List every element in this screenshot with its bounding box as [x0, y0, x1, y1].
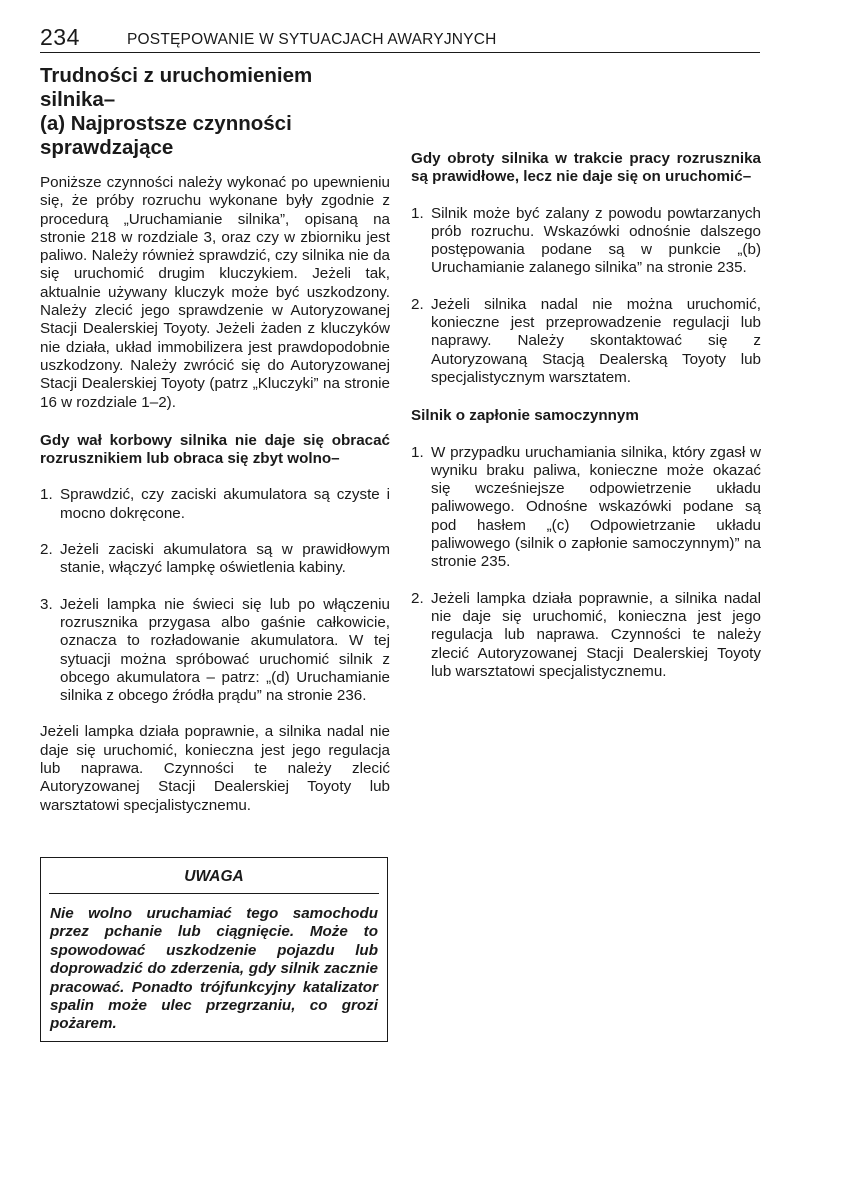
- list-item: [411, 590, 761, 681]
- item-number: 1.: [40, 486, 53, 504]
- list-item: [411, 296, 761, 387]
- section-title: POSTĘPOWANIE W SYTUACJACH AWARYJNYCH: [127, 31, 497, 48]
- left-column: [40, 64, 390, 815]
- intro-paragraph: Poniższe czynności należy wykonać po upewnieniu się, że próby rozruchu wykonane były zgodnie z procedurą „Uruchamianie silnika”, opisaną na stronie 218 w rozdziale 3, oraz czy w zbiorniku jest paliwo. Należy również sprawdzić, czy silnika nie da się uruchomić drugim kluczykiem. Jeżeli tak, aktualnie używany kluczyk może być uszkodzony. Należy zlecić jego sprawdzenie w Autoryzowanej Stacji Dealerskiej Toyoty. Jeżeli żaden z kluczyków nie działa, układ immobilizera jest prawdopodobnie uszkodzony. Należy zwrócić się do Autoryzowanej Stacji Dealerskiej Toyoty (patrz „Kluczyki” na stronie 16 w rozdziale 1–2).: [40, 174, 390, 411]
- title-line: Trudności z uruchomieniem silnika–: [40, 64, 313, 111]
- item-text: W przypadku uruchamiania silnika, który zgasł w wyniku braku paliwa, konieczne może okazać się wcześniejsze odpowietrzenie układu paliwowego. Odnośne wskazówki podane są pod hasłem „(c) Odpowietrzanie układu paliwowego (silnik o zapłonie samoczynnym)” na stronie 235.: [431, 443, 761, 571]
- item-number: 1.: [411, 204, 424, 222]
- page-header: [40, 26, 760, 53]
- subheading-diesel: Silnik o zapłonie samoczynnym: [411, 407, 639, 425]
- warning-text: Nie wolno uruchamiać tego samochodu przez pchanie lub ciągnięcie. Może to spowodować uszkodzenie pojazdu lub doprowadzić do zderzenia, gdy silnik zacznie pracować. Ponadto trójfunkcyjny katalizator spalin może ulec przegrzaniu, co grozi pożarem.: [50, 905, 378, 1033]
- diesel-list: [411, 444, 761, 682]
- list-item: [411, 444, 761, 572]
- item-number: 2.: [411, 295, 424, 313]
- item-text: Sprawdzić, czy zaciski akumulatora są czyste i mocno dokręcone.: [60, 486, 390, 522]
- item-number: 3.: [40, 595, 53, 613]
- warning-title: UWAGA: [49, 868, 379, 894]
- right-column: [411, 150, 761, 699]
- subheading-normal-cranking: Gdy obroty silnika w trakcie pracy rozrusznika są prawidłowe, lecz nie daje się on uruchomić–: [411, 150, 761, 186]
- item-number: 2.: [40, 541, 53, 559]
- page-number: 234: [40, 24, 80, 50]
- title-line: sprawdzające: [40, 136, 174, 159]
- item-text: Jeżeli lampka nie świeci się lub po włączeniu rozrusznika przygasa albo gaśnie całkowicie, oznacza to rozładowanie akumulatora. W tej sytuacji można spróbować uruchomić silnik z obcego akumulatora – patrz: „(d) Uruchamianie silnika z obcego źródła prądu” na stronie 236.: [60, 595, 390, 705]
- normal-cranking-list: [411, 205, 761, 388]
- item-text: Jeżeli silnika nadal nie można uruchomić, konieczne jest przeprowadzenie regulacji lub naprawy. Należy skontaktować się z Autoryzowaną Stacją Dealerską Toyoty lub specjalistycznym warsztatem.: [431, 295, 761, 386]
- item-text: Jeżeli zaciski akumulatora są w prawidłowym stanie, włączyć lampkę oświetlenia kabiny.: [60, 541, 390, 577]
- list-item: [40, 596, 390, 706]
- closing-paragraph: Jeżeli lampka działa poprawnie, a silnika nadal nie daje się uruchomić, konieczna jest jego regulacja lub naprawa. Czynności te należy zlecić Autoryzowanej Stacji Dealerskiej Toyoty lub warsztatowi specjalistycznemu.: [40, 723, 390, 814]
- item-text: Jeżeli lampka działa poprawnie, a silnika nadal nie daje się uruchomić, konieczna jest jego regulacja lub naprawa. Czynności te należy zlecić Autoryzowanej Stacji Dealerskiej Toyoty lub warsztatowi specjalistycznemu.: [431, 589, 761, 680]
- item-number: 2.: [411, 589, 424, 607]
- list-item: [40, 541, 390, 578]
- warning-box: [40, 857, 388, 1042]
- title-line: (a) Najprostsze czynności: [40, 112, 292, 135]
- item-number: 1.: [411, 443, 424, 461]
- starter-steps-list: [40, 486, 390, 705]
- list-item: [411, 205, 761, 278]
- page-title: [40, 64, 390, 160]
- list-item: [40, 486, 390, 523]
- subheading-starter: Gdy wał korbowy silnika nie daje się obracać rozrusznikiem lub obraca się zbyt wolno–: [40, 431, 390, 468]
- item-text: Silnik może być zalany z powodu powtarzanych prób rozruchu. Wskazówki odnośnie dalszego postępowania podane są w punkcie „(b) Uruchamianie zalanego silnika” na stronie 235.: [431, 204, 761, 277]
